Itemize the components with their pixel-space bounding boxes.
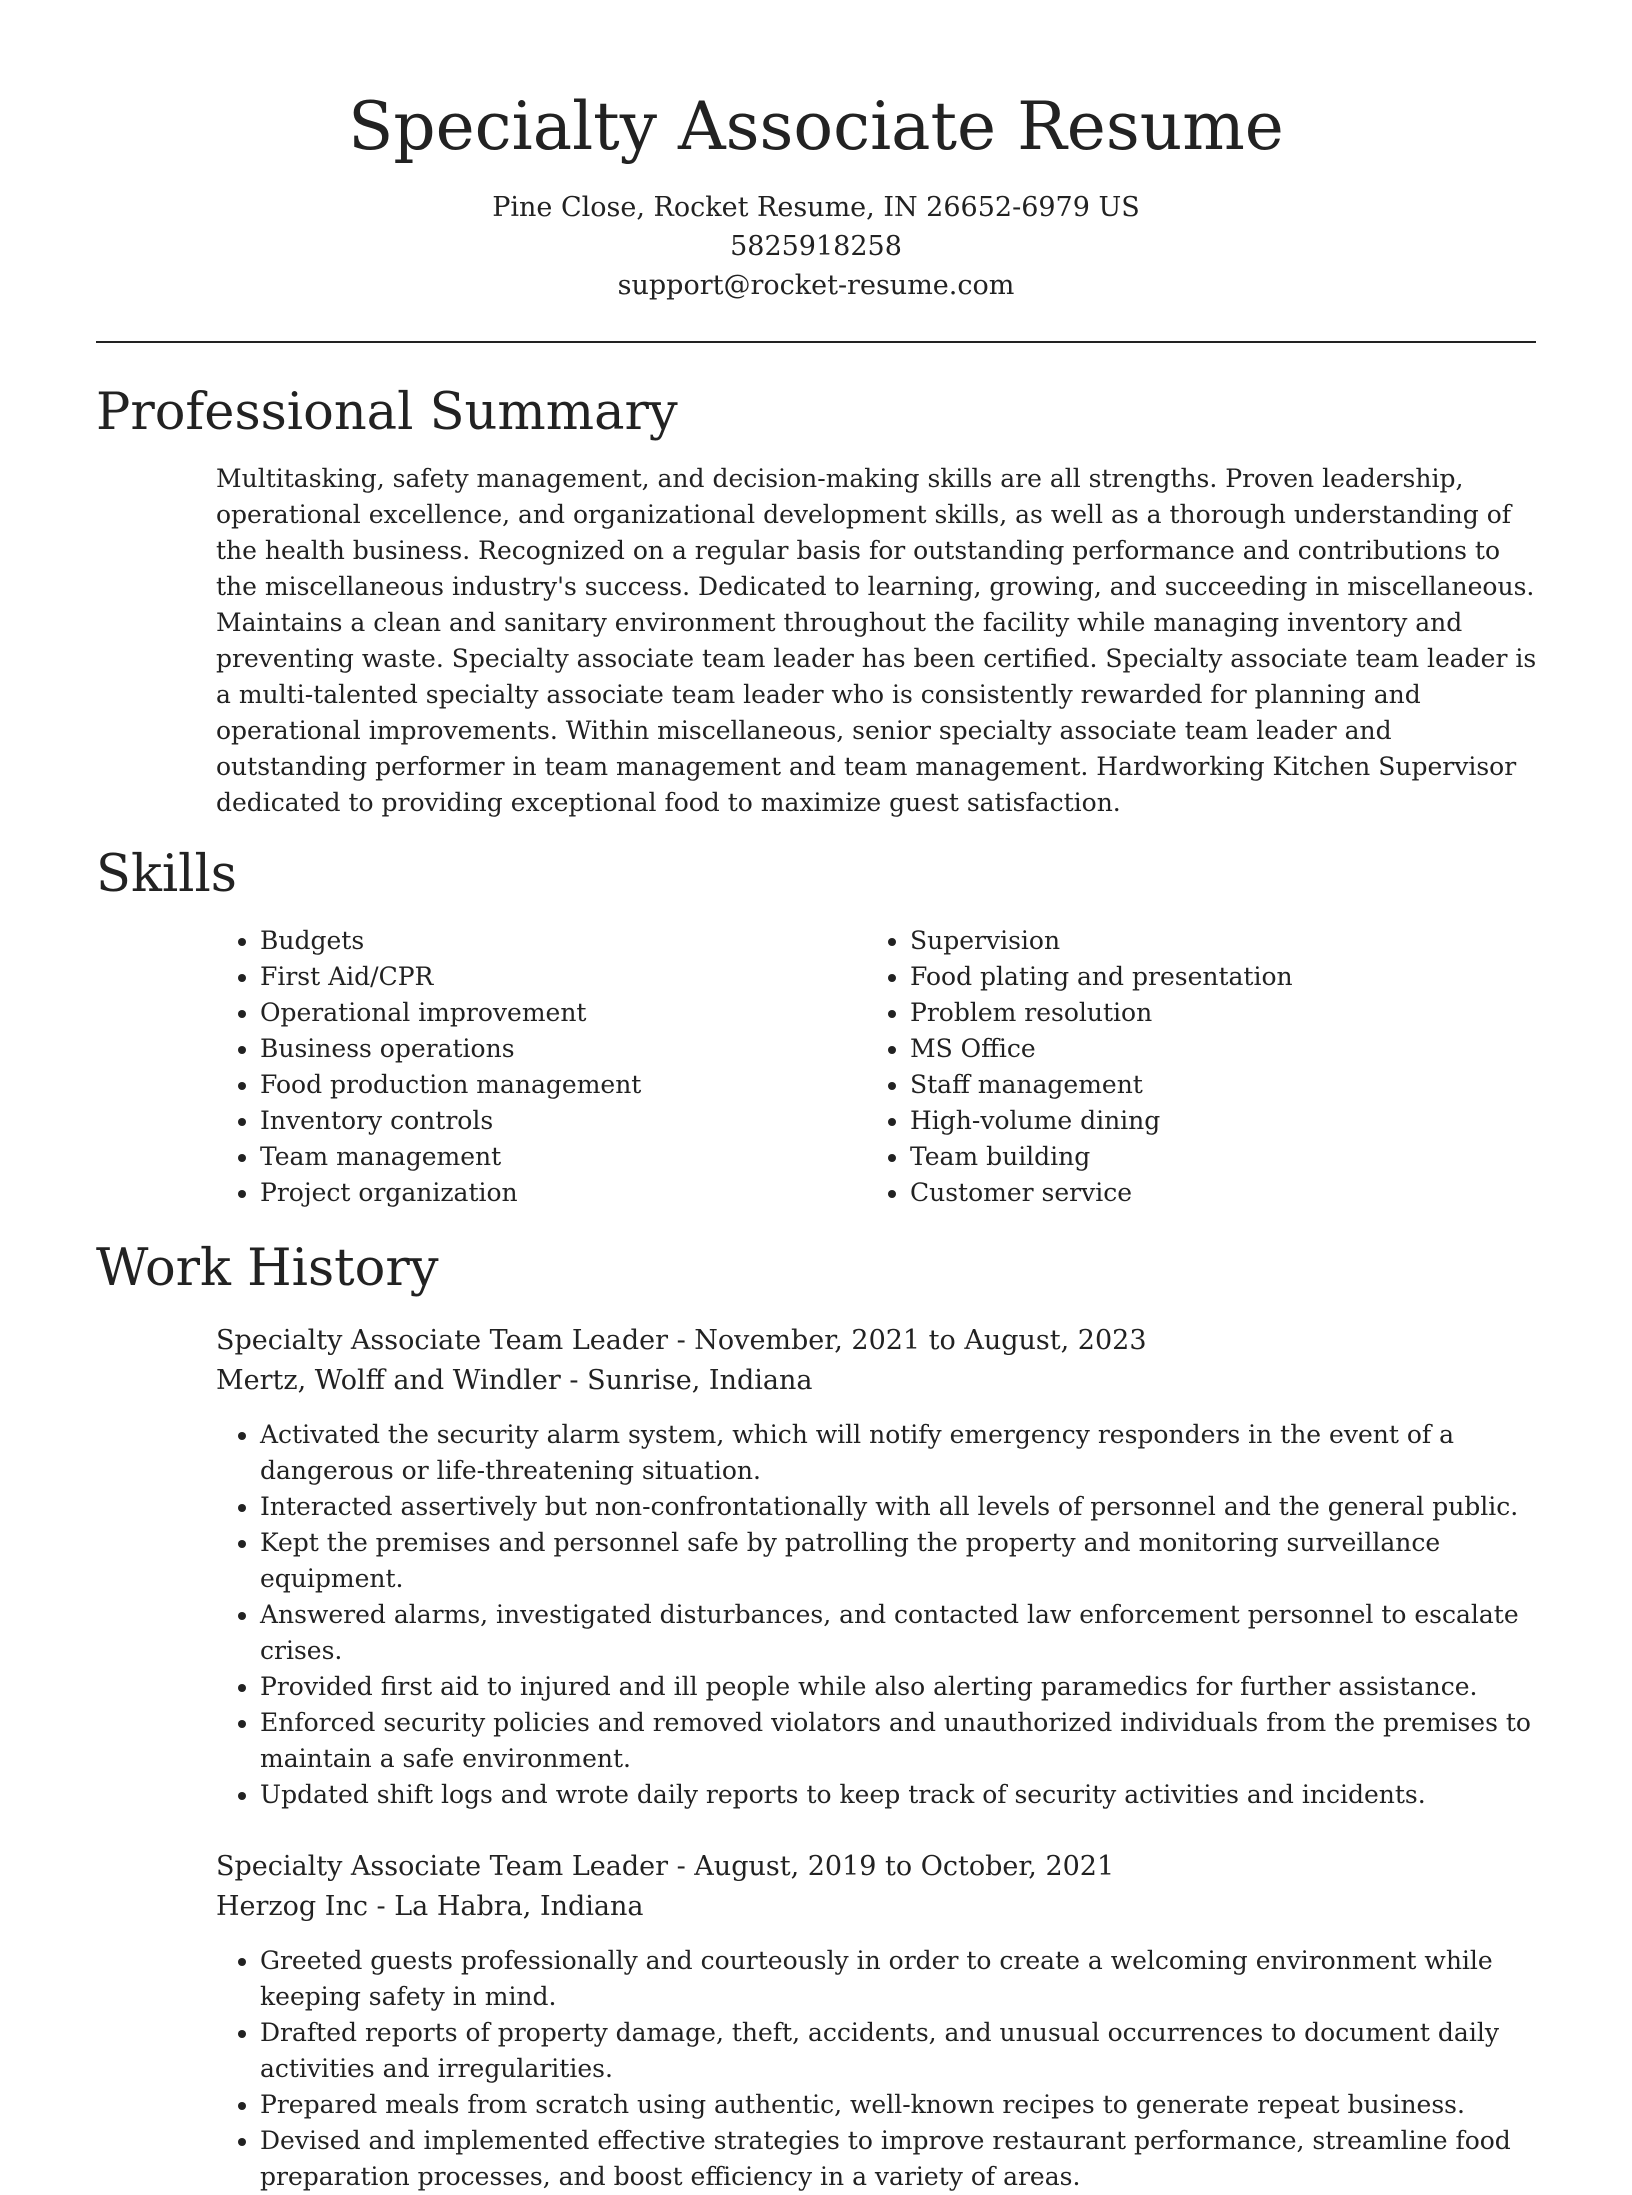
address: Pine Close, Rocket Resume, IN 26652-6979 US <box>492 192 1140 223</box>
job-bullet: • Greeted guests professionally and courteously in order to create a welcoming environment while keeping safety in mind. <box>260 1943 1550 2015</box>
job-entry <box>216 1847 1536 2195</box>
work-section <box>96 1239 1536 2195</box>
skill-item: • Budgets <box>260 923 866 959</box>
skill-item: • Staff management <box>910 1067 1516 1103</box>
job-dates: - November, 2021 to August, 2023 <box>668 1325 1147 1356</box>
job-title-line <box>216 1847 1536 1887</box>
job-company-line <box>216 1887 1536 1927</box>
phone: 5825918258 <box>730 231 902 262</box>
job-bullet: • Activated the security alarm system, which will notify emergency responders in the event of a dangerous or life-threatening situation. <box>260 1417 1550 1489</box>
skill-item: • MS Office <box>910 1031 1516 1067</box>
skill-item: • Problem resolution <box>910 995 1516 1031</box>
contact-info <box>96 188 1536 305</box>
summary-heading: Professional Summary <box>96 383 678 442</box>
skill-item: • Food plating and presentation <box>910 959 1516 995</box>
job-dates: - August, 2019 to October, 2021 <box>668 1851 1115 1882</box>
job-bullet: • Interacted assertively but non-confrontationally with all levels of personnel and the general public. <box>260 1489 1550 1525</box>
job-bullet: • Enforced security policies and removed violators and unauthorized individuals from the premises to maintain a safe environment. <box>260 1705 1550 1777</box>
job-bullet: • Answered alarms, investigated disturbances, and contacted law enforcement personnel to escalate crises. <box>260 1597 1550 1669</box>
job-company-line <box>216 1361 1536 1401</box>
skills-heading: Skills <box>96 845 237 904</box>
resume-header <box>96 0 1536 343</box>
job-role: Specialty Associate Team Leader <box>216 1325 669 1356</box>
job-company: Herzog Inc <box>216 1891 368 1922</box>
skills-left-column <box>216 923 866 1211</box>
summary-text: Multitasking, safety management, and decision-making skills are all strengths. Proven leadership, operational excellence, and organizational development skills, as well as a thorough understanding of the health business. Recognized on a regular basis for outstanding performance and contributions to the miscellaneous industry's success. Dedicated to learning, growing, and succeeding in miscellaneous. Maintains a clean and sanitary environment throughout the facility while managing inventory and preventing waste. Specialty associate team leader has been certified. Specialty associate team leader is a multi-talented specialty associate team leader who is consistently rewarded for planning and operational improvements. Within miscellaneous, senior specialty associate team leader and outstanding performer in team management and team management. Hardworking Kitchen Supervisor dedicated to providing exceptional food to maximize guest satisfaction. <box>216 464 1537 817</box>
job-title-line <box>216 1321 1536 1361</box>
job-entry <box>216 1321 1536 1813</box>
job-bullet: • Devised and implemented effective strategies to improve restaurant performance, streamline food preparation processes, and boost efficiency in a variety of areas. <box>260 2123 1550 2195</box>
skill-item: • Customer service <box>910 1175 1516 1211</box>
job-bullet: • Drafted reports of property damage, theft, accidents, and unusual occurrences to document daily activities and irregularities. <box>260 2015 1550 2087</box>
job-role: Specialty Associate Team Leader <box>216 1851 669 1882</box>
skills-section <box>96 845 1536 1211</box>
skill-item: • Team management <box>260 1139 866 1175</box>
skills-right-column <box>866 923 1516 1211</box>
skill-item: • Supervision <box>910 923 1516 959</box>
skill-item: • Business operations <box>260 1031 866 1067</box>
skill-item: • Project organization <box>260 1175 866 1211</box>
skill-item: • High-volume dining <box>910 1103 1516 1139</box>
work-heading: Work History <box>96 1239 439 1298</box>
resume-title: Specialty Associate Resume <box>348 88 1284 165</box>
skills-columns <box>216 923 1536 1211</box>
job-bullet: • Provided first aid to injured and ill people while also alerting paramedics for further assistance. <box>260 1669 1550 1705</box>
resume-page <box>96 0 1536 2195</box>
skill-item: • Team building <box>910 1139 1516 1175</box>
job-location: - Sunrise, Indiana <box>560 1365 813 1396</box>
job-bullets <box>216 1417 1550 1813</box>
summary-section <box>96 383 1536 821</box>
job-bullet: • Prepared meals from scratch using authentic, well-known recipes to generate repeat business. <box>260 2087 1550 2123</box>
job-company: Mertz, Wolff and Windler <box>216 1365 561 1396</box>
job-bullet: • Kept the premises and personnel safe by patrolling the property and monitoring surveillance equipment. <box>260 1525 1550 1597</box>
skill-item: • First Aid/CPR <box>260 959 866 995</box>
email: support@rocket-resume.com <box>617 270 1015 301</box>
skill-item: • Inventory controls <box>260 1103 866 1139</box>
skill-item: • Operational improvement <box>260 995 866 1031</box>
job-bullet: • Updated shift logs and wrote daily reports to keep track of security activities and incidents. <box>260 1777 1550 1813</box>
skill-item: • Food production management <box>260 1067 866 1103</box>
header-divider <box>96 341 1536 343</box>
job-location: - La Habra, Indiana <box>367 1891 644 1922</box>
job-bullets <box>216 1943 1550 2195</box>
